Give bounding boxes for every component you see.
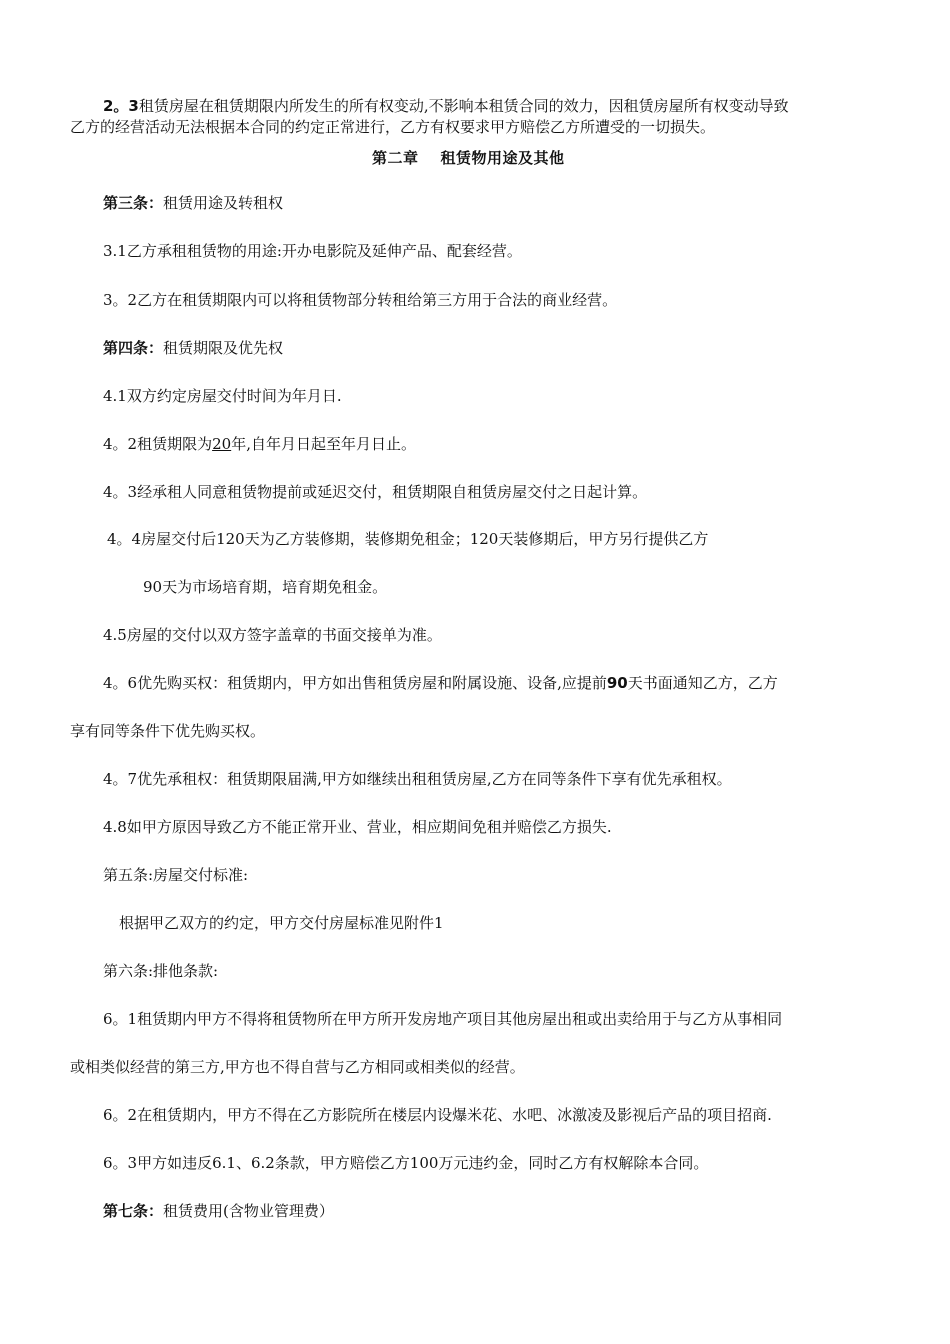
clause-2-3-line1 — [103, 96, 789, 116]
clause-3-1: 3.1乙方承租租赁物的用途:开办电影院及延伸产品、配套经营。 — [103, 242, 522, 260]
clause-4-6-line2: 享有同等条件下优先购买权。 — [70, 722, 266, 740]
clause-6-3: 6。3甲方如违反6.1、6.2条款，甲方赔偿乙方100万元违约金，同时乙方有权解除本合同。 — [103, 1154, 709, 1172]
clause-4-6-pre: 4。6优先购买权：租赁期内，甲方如出售租赁房屋和附属设施、设备,应提前 — [103, 674, 607, 692]
article-7-title: 租赁费用(含物业管理费） — [163, 1202, 334, 1220]
clause-4-2 — [103, 434, 416, 454]
article-7-heading — [103, 1201, 334, 1221]
article-7-label: 第七条： — [103, 1202, 164, 1220]
clause-6-2: 6。2在租赁期内，甲方不得在乙方影院所在楼层内设爆米花、水吧、冰激凌及影视后产品的项目招商. — [103, 1106, 772, 1124]
clause-4-3: 4。3经承租人同意租赁物提前或延迟交付，租赁期限自租赁房屋交付之日起计算。 — [103, 483, 648, 501]
chapter-title: 租赁物用途及其他 — [440, 149, 565, 167]
clause-4-2-years: 20 — [212, 435, 232, 453]
clause-4-8: 4.8如甲方原因导致乙方不能正常开业、营业，相应期间免租并赔偿乙方损失. — [103, 818, 612, 836]
clause-4-2-post: 年,自年月日起至年月日止。 — [231, 435, 416, 453]
clause-6-1-line2: 或相类似经营的第三方,甲方也不得自营与乙方相同或相类似的经营。 — [70, 1058, 525, 1076]
clause-4-5: 4.5房屋的交付以双方签字盖章的书面交接单为准。 — [103, 626, 442, 644]
article-5-heading: 第五条:房屋交付标准: — [103, 866, 249, 884]
article-4-label: 第四条： — [103, 339, 164, 357]
article-5-body: 根据甲乙双方的约定，甲方交付房屋标准见附件1 — [119, 914, 444, 932]
article-6-heading: 第六条:排他条款: — [103, 962, 219, 980]
article-3-heading — [103, 193, 283, 213]
clause-4-4-line1: 4。4房屋交付后120天为乙方装修期，装修期免租金；120天装修期后，甲方另行提供乙方 — [107, 530, 709, 548]
clause-4-6-post: 天书面通知乙方，乙方 — [627, 674, 778, 692]
article-4-heading — [103, 338, 283, 358]
chapter-number: 第二章 — [372, 149, 419, 167]
clause-2-3-number: 2。3 — [103, 97, 139, 115]
article-4-title: 租赁期限及优先权 — [163, 339, 284, 357]
article-3-label: 第三条： — [103, 194, 164, 212]
clause-3-2: 3。2乙方在租赁期限内可以将租赁物部分转租给第三方用于合法的商业经营。 — [103, 291, 618, 309]
clause-4-2-pre: 4。2租赁期限为 — [103, 435, 213, 453]
clause-6-1-line1: 6。1租赁期内甲方不得将租赁物所在甲方所开发房地产项目其他房屋出租或出卖给用于与乙方从事相同 — [103, 1010, 783, 1028]
article-3-title: 租赁用途及转租权 — [163, 194, 284, 212]
clause-4-7: 4。7优先承租权：租赁期限届满,甲方如继续出租租赁房屋,乙方在同等条件下享有优先承租权。 — [103, 770, 732, 788]
clause-4-6-line1 — [103, 673, 778, 693]
clause-4-1: 4.1双方约定房屋交付时间为年月日. — [103, 387, 342, 405]
clause-4-6-days: 90 — [606, 674, 628, 692]
chapter-heading — [372, 148, 565, 168]
clause-2-3-text: 租赁房屋在租赁期限内所发生的所有权变动,不影响本租赁合同的效力，因租赁房屋所有权变动导致 — [138, 97, 789, 115]
clause-4-4-line2: 90天为市场培育期，培育期免租金。 — [143, 578, 388, 596]
clause-2-3-line2: 乙方的经营活动无法根据本合同的约定正常进行，乙方有权要求甲方赔偿乙方所遭受的一切损失。 — [70, 118, 716, 136]
